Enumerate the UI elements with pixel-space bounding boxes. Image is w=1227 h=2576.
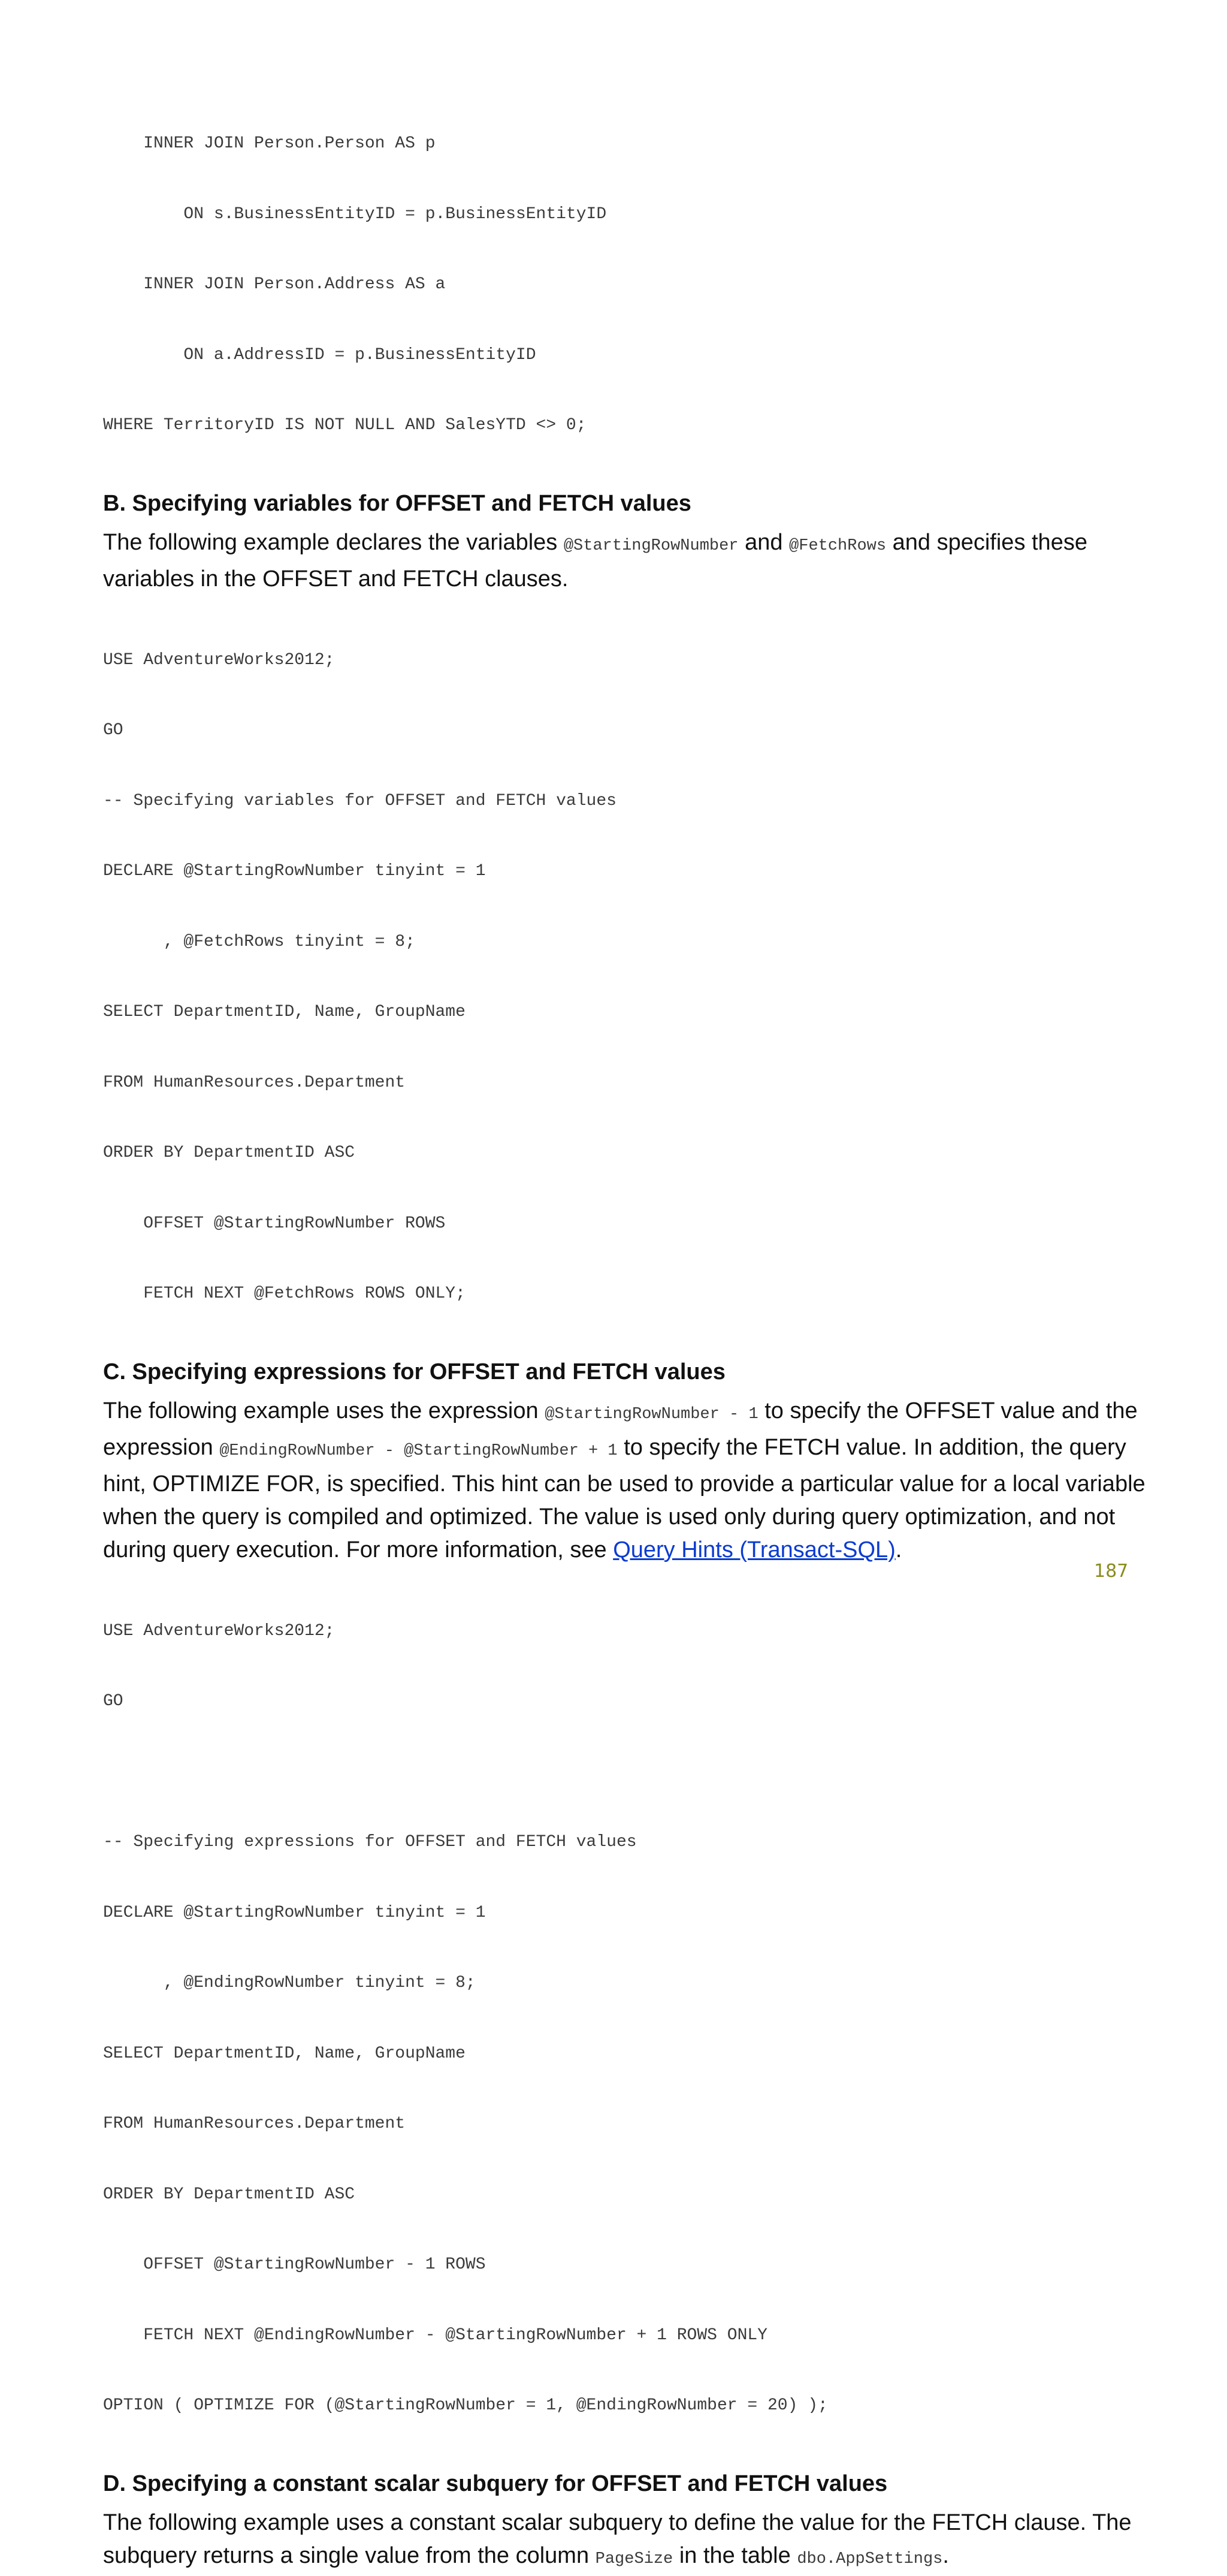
text-run: The following example uses the expression	[103, 1398, 545, 1423]
text-run: The following example declares the variables	[103, 529, 564, 555]
text-run: to specify the FETCH value. In addition, the query hint, OPTIMIZE FOR, is specified. This hint can be used to provide a particular value for a local variable when the query is compiled and optimized. The value is used only during query optimization, and not during query execution. For more information, see	[103, 1434, 1146, 1563]
inline-code: dbo.AppSettings	[797, 2550, 943, 2568]
code-line: ORDER BY DepartmentID ASC	[103, 2185, 355, 2204]
code-line: OPTION ( OPTIMIZE FOR (@StartingRowNumber = 1, @EndingRowNumber = 20) );	[103, 2396, 828, 2415]
page-number: 187	[1094, 1561, 1129, 1582]
code-line: ON a.AddressID = p.BusinessEntityID	[103, 345, 536, 364]
code-line: ORDER BY DepartmentID ASC	[103, 1144, 355, 1162]
code-line: , @FetchRows tinyint = 8;	[103, 932, 415, 951]
code-line: WHERE TerritoryID IS NOT NULL AND SalesYTD <> 0;	[103, 416, 587, 435]
code-line: OFFSET @StartingRowNumber ROWS	[103, 1214, 446, 1233]
text-run: and specifies these variables in the OFFSET and FETCH clauses.	[103, 529, 1087, 592]
document-page	[103, 90, 1146, 2576]
code-line: GO	[103, 1692, 123, 1711]
section-heading-b: B. Specifying variables for OFFSET and FETCH values	[103, 490, 691, 516]
code-line: SELECT DepartmentID, Name, GroupName	[103, 2044, 466, 2063]
inline-code: @StartingRowNumber	[563, 536, 739, 555]
section-heading-d: D. Specifying a constant scalar subquery for OFFSET and FETCH values	[103, 2471, 888, 2496]
code-line: INNER JOIN Person.Address AS a	[103, 275, 446, 294]
code-line: DECLARE @StartingRowNumber tinyint = 1	[103, 1903, 486, 1922]
code-line: -- Specifying expressions for OFFSET and FETCH values	[103, 1833, 637, 1851]
text-run: .	[942, 2542, 949, 2568]
code-line: -- Specifying variables for OFFSET and FETCH values	[103, 791, 616, 810]
code-block-variables	[103, 607, 1146, 1348]
text-run: The following example uses a constant scalar subquery to define the value for the FETCH clause. The subquery returns a single value from the column	[103, 2509, 1132, 2568]
section-heading-c: C. Specifying expressions for OFFSET and FETCH values	[103, 1359, 726, 1384]
code-line: USE AdventureWorks2012;	[103, 650, 335, 669]
inline-code: @FetchRows	[789, 536, 887, 555]
section-c-description	[103, 1395, 1146, 1567]
code-line-blank	[103, 1755, 1146, 1789]
text-run: to specify the OFFSET value and the expression	[103, 1398, 1138, 1460]
code-line: INNER JOIN Person.Person AS p	[103, 134, 436, 153]
code-block-join	[103, 90, 1146, 479]
code-line: FROM HumanResources.Department	[103, 2115, 406, 2133]
code-line: FETCH NEXT @EndingRowNumber - @StartingRowNumber + 1 ROWS ONLY	[103, 2325, 767, 2345]
code-line: GO	[103, 721, 123, 740]
code-line: , @EndingRowNumber tinyint = 8;	[103, 1974, 476, 1992]
code-line: DECLARE @StartingRowNumber tinyint = 1	[103, 862, 486, 880]
code-line: SELECT DepartmentID, Name, GroupName	[103, 1003, 466, 1021]
code-line: FETCH NEXT @FetchRows ROWS ONLY;	[103, 1284, 466, 1303]
text-run: in the table	[673, 2542, 797, 2568]
text-run: .	[895, 1537, 902, 1563]
section-b-description	[103, 526, 1146, 596]
query-hints-link[interactable]: Query Hints (Transact-SQL)	[613, 1537, 896, 1563]
code-line: FROM HumanResources.Department	[103, 1073, 406, 1092]
inline-code: @EndingRowNumber - @StartingRowNumber + 1	[219, 1441, 618, 1460]
code-block-expressions	[103, 1577, 1146, 2460]
inline-code: PageSize	[595, 2550, 673, 2568]
inline-code: @StartingRowNumber - 1	[545, 1405, 758, 1423]
code-line: USE AdventureWorks2012;	[103, 1621, 335, 1640]
code-line: OFFSET @StartingRowNumber - 1 ROWS	[103, 2255, 486, 2274]
section-d-description	[103, 2506, 1146, 2576]
code-line: ON s.BusinessEntityID = p.BusinessEntityID	[103, 204, 607, 224]
text-run: and	[738, 529, 790, 555]
